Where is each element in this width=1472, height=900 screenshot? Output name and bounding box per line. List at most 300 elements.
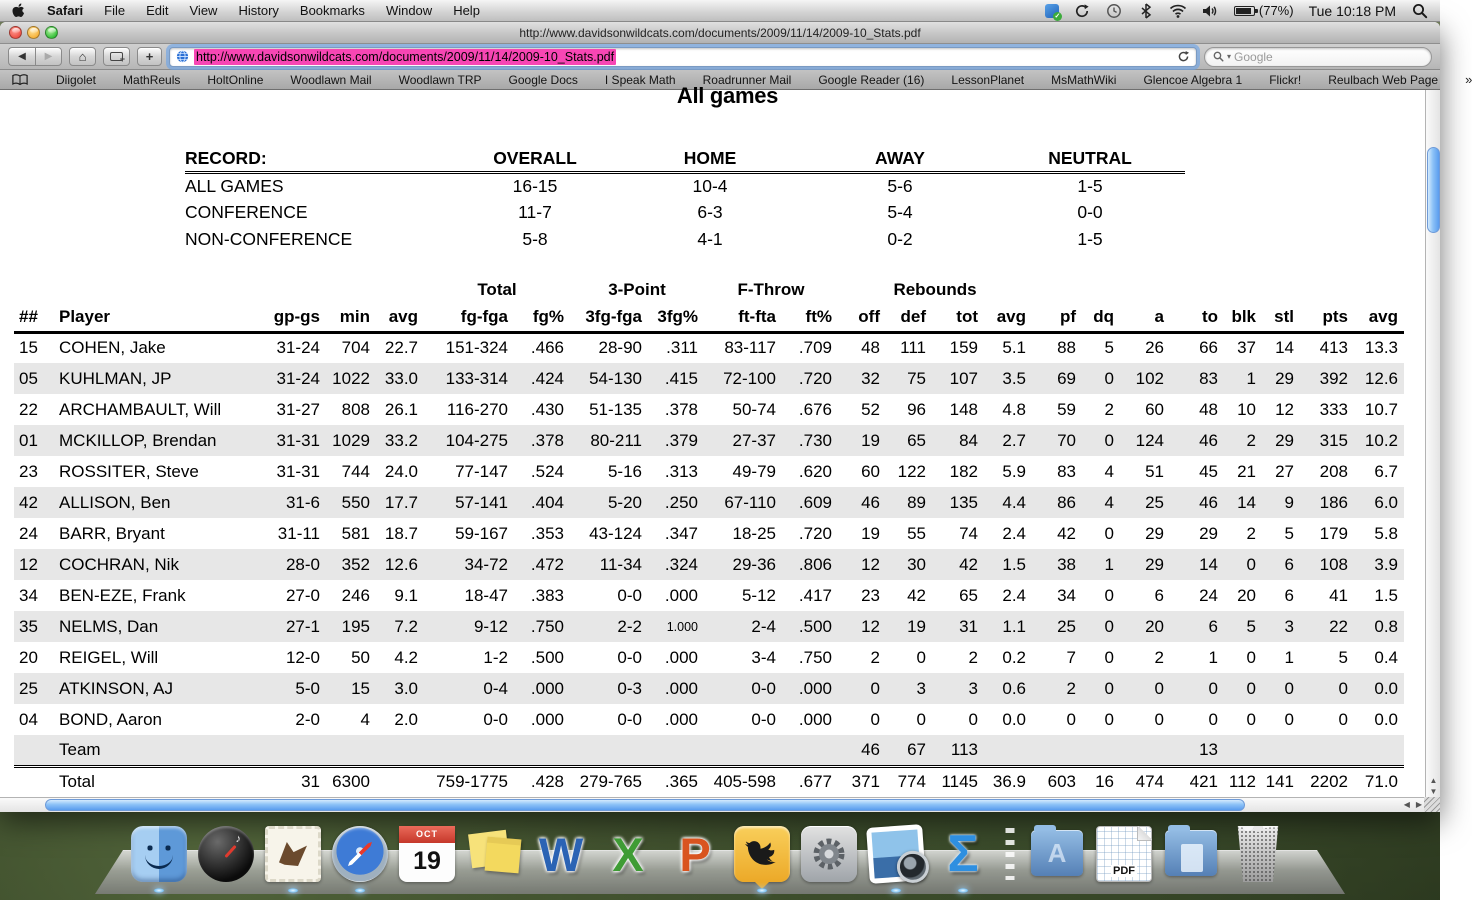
stat-cell: 133-314 [445, 368, 508, 388]
stat-cell: 550 [341, 492, 370, 512]
stat-cell: 31-6 [285, 492, 320, 512]
stat-cell: 83-117 [724, 338, 776, 358]
stat-cell: 59 [1057, 399, 1076, 419]
stat-cell: 33.2 [384, 430, 418, 450]
dock-item-excel[interactable] [600, 826, 656, 882]
player-name: NELMS, Dan [59, 616, 159, 636]
stats-group-header: Total [477, 280, 517, 299]
scroll-up-arrow[interactable]: ▲ [1429, 776, 1438, 785]
time-machine-icon[interactable] [1106, 2, 1123, 19]
total-cell: .677 [782, 766, 838, 797]
bookmark-msmathwiki[interactable]: MsMathWiki [1051, 72, 1117, 87]
stat-cell: 0 [916, 647, 926, 667]
stat-cell: 1.5 [1002, 554, 1026, 574]
stat-cell: 413 [1319, 338, 1348, 358]
stat-cell: 2.4 [1002, 585, 1026, 605]
url-text-selected[interactable]: http://www.davidsonwildcats.com/documents/2009/11/14/2009-10_Stats.pdf [196, 49, 615, 64]
stat-cell: 25 [1057, 616, 1076, 636]
stat-cell: 0-4 [483, 678, 508, 698]
stat-cell: 29-36 [732, 554, 776, 574]
stat-cell [1300, 735, 1354, 766]
stat-cell: 31-31 [276, 461, 320, 481]
stat-cell: 0.0 [1002, 709, 1026, 729]
record-cell: 1-5 [1077, 229, 1103, 249]
stats-column-header: pts [1300, 304, 1354, 332]
total-cell: 36.9 [984, 766, 1032, 797]
record-cell: NON-CONFERENCE [185, 229, 353, 249]
total-cell: .365 [648, 766, 704, 797]
stat-cell: 116-270 [446, 399, 508, 419]
stat-cell: .000 [664, 709, 698, 729]
stat-cell: 21 [1237, 461, 1256, 481]
stat-cell: 3.9 [1374, 554, 1398, 574]
stat-cell: 24 [1199, 585, 1218, 605]
stats-group-header [14, 276, 424, 304]
stat-cell [1120, 735, 1170, 766]
running-indicator [154, 888, 165, 893]
stat-cell: 80-211 [590, 430, 642, 450]
stat-cell: 15 [19, 338, 38, 358]
add-bookmark-button[interactable]: + [137, 47, 162, 66]
player-name: ARCHAMBAULT, Will [59, 399, 222, 419]
record-cell: 0-2 [887, 229, 913, 249]
stat-cell: 151-324 [445, 338, 508, 358]
stat-cell: 1 [1208, 647, 1218, 667]
bookmark-glencoe-algebra-1[interactable]: Glencoe Algebra 1 [1143, 72, 1243, 87]
stat-cell: .311 [666, 338, 698, 358]
stat-cell: 67 [907, 739, 926, 759]
zoom-button[interactable] [45, 26, 58, 39]
stat-cell: 14 [1199, 554, 1218, 574]
dock-item-documents-folder[interactable] [1163, 826, 1219, 882]
stat-cell: 34 [19, 585, 38, 605]
dock-item-system-preferences[interactable] [801, 826, 857, 882]
stats-column-header: gp-gs [254, 304, 326, 332]
stat-cell: 29 [1275, 430, 1294, 450]
bookmark-lessonplanet[interactable]: LessonPlanet [951, 72, 1025, 87]
table-row [14, 611, 1404, 642]
menu-view[interactable]: View [189, 3, 218, 18]
stat-cell: .609 [798, 492, 832, 512]
bookmark-reulbach-web-page[interactable]: Reulbach Web Page [1328, 72, 1439, 87]
sync-icon[interactable] [1074, 2, 1091, 19]
total-cell [14, 766, 54, 797]
stat-cell: 2 [870, 647, 880, 667]
stat-cell: 25 [1145, 492, 1164, 512]
stat-cell [984, 735, 1032, 766]
stat-cell: 18-25 [732, 523, 776, 543]
dropbox-icon[interactable] [1045, 4, 1059, 18]
gear-icon [801, 826, 857, 882]
spotlight-icon[interactable] [1411, 2, 1428, 19]
stat-cell: 1.5 [1374, 585, 1398, 605]
stat-cell: .730 [798, 430, 832, 450]
stat-cell: 32 [861, 368, 880, 388]
stats-column-header: tot [932, 304, 984, 332]
record-header: NEUTRAL [995, 146, 1185, 172]
dock-item-finder[interactable] [131, 826, 187, 882]
stat-cell: 42 [19, 492, 38, 512]
stat-cell: 0-0 [617, 585, 642, 605]
menu-clock[interactable]: Tue 10:18 PM [1308, 2, 1396, 19]
stat-cell: 31 [959, 616, 978, 636]
player-name: COCHRAN, Nik [59, 554, 179, 574]
record-cell: 16-15 [512, 175, 558, 196]
stat-cell: 581 [341, 523, 370, 543]
menu-items [47, 3, 501, 18]
close-button[interactable] [9, 26, 22, 39]
stat-cell: 0.0 [1374, 678, 1398, 698]
record-header: RECORD: [185, 146, 455, 172]
dock [95, 806, 1345, 894]
stat-cell: 29 [1145, 523, 1164, 543]
stat-cell: 3.5 [1002, 368, 1026, 388]
record-row [185, 226, 1185, 253]
bookmark-google-reader-16-[interactable]: Google Reader (16) [818, 72, 925, 87]
stat-cell: 86 [1057, 492, 1076, 512]
stat-cell: 49-79 [732, 461, 776, 481]
apple-menu-icon[interactable] [12, 3, 27, 19]
stat-cell: 12.6 [384, 554, 418, 574]
stat-cell: 0 [1338, 678, 1348, 698]
forward-button[interactable]: ▶ [35, 47, 62, 66]
stat-cell: 5 [1338, 647, 1348, 667]
stats-section [14, 276, 1404, 797]
menu-status-area [1045, 2, 1428, 19]
stat-cell: 54-130 [589, 368, 642, 388]
stat-cell: 19 [861, 430, 880, 450]
bookmark-i-speak-math[interactable]: I Speak Math [604, 72, 676, 87]
stat-cell [424, 735, 514, 766]
menu-edit[interactable]: Edit [146, 3, 169, 18]
stat-cell: 24 [19, 523, 38, 543]
record-cell: 11-7 [518, 202, 552, 222]
stat-cell: 84 [959, 430, 978, 450]
nav-buttons [8, 47, 62, 66]
stat-cell: .472 [530, 554, 564, 574]
address-bar[interactable] [169, 47, 1197, 67]
stat-cell: 1-2 [483, 647, 508, 667]
stat-cell [1262, 735, 1300, 766]
stat-cell: 3 [1284, 616, 1294, 636]
stat-cell [704, 735, 782, 766]
stat-cell: 2.4 [1002, 523, 1026, 543]
menu-safari[interactable]: Safari [47, 3, 84, 18]
record-cell: 5-8 [522, 229, 548, 249]
stat-cell: 0-0 [483, 709, 508, 729]
stat-cell: 0 [916, 709, 926, 729]
vertical-scrollbar[interactable] [1425, 90, 1440, 812]
sigma-icon: Σ [947, 825, 979, 883]
battery-icon [1234, 6, 1255, 16]
bluetooth-icon[interactable] [1138, 2, 1155, 19]
bookmark-woodlawn-trp[interactable]: Woodlawn TRP [398, 72, 482, 87]
stats-column-header: dq [1082, 304, 1120, 332]
search-input[interactable] [1234, 50, 1423, 64]
stat-cell: 19 [907, 616, 926, 636]
dock-item-tweetdeck[interactable] [734, 826, 790, 882]
stat-cell: .466 [530, 338, 564, 358]
dock-item-powerpoint[interactable] [667, 826, 723, 882]
stat-cell: 31-11 [277, 523, 320, 543]
stat-cell: 0-3 [617, 678, 642, 698]
stat-cell: 6 [1284, 585, 1294, 605]
stat-cell: 65 [907, 430, 926, 450]
stat-cell: 6 [1208, 616, 1218, 636]
stat-cell: 5 [1104, 338, 1114, 358]
dock-item-pdf-document[interactable] [1096, 826, 1152, 882]
stat-cell: 05 [19, 368, 38, 388]
stat-cell: 20 [19, 647, 38, 667]
player-name: BARR, Bryant [59, 523, 165, 543]
stat-cell: .424 [530, 368, 564, 388]
table-row [14, 394, 1404, 425]
total-cell: 603 [1032, 766, 1082, 797]
stat-cell: 4.8 [1002, 399, 1026, 419]
stat-cell [570, 735, 648, 766]
total-cell: 371 [838, 766, 886, 797]
total-cell: 774 [886, 766, 932, 797]
stats-group-header [1032, 276, 1404, 304]
stat-cell: 6.7 [1374, 461, 1398, 481]
reload-button[interactable] [1177, 50, 1190, 63]
running-indicator [355, 888, 366, 893]
stat-cell: .000 [530, 709, 564, 729]
stat-cell: 70 [1057, 430, 1076, 450]
bookmark-roadrunner-mail[interactable]: Roadrunner Mail [702, 72, 792, 87]
dock-item-safari[interactable] [332, 826, 388, 882]
title-bar[interactable] [0, 22, 1440, 44]
home-button[interactable]: ⌂ [69, 47, 96, 66]
stat-cell [1032, 735, 1082, 766]
player-name: MCKILLOP, Brendan [59, 430, 217, 450]
bookmark-diigolet[interactable]: Diigolet [56, 72, 97, 87]
record-header: OVERALL [455, 146, 615, 172]
wifi-icon[interactable] [1170, 2, 1187, 19]
stat-cell: 111 [900, 338, 926, 358]
stat-cell: 38 [1057, 554, 1076, 574]
stat-cell: 23 [861, 585, 880, 605]
dock-item-sigma-app[interactable] [935, 826, 991, 882]
menu-bookmarks[interactable]: Bookmarks [299, 3, 365, 18]
stat-cell: .000 [664, 678, 698, 698]
scroll-down-arrow[interactable]: ▼ [1429, 787, 1438, 796]
record-row [185, 199, 1185, 226]
stat-cell: 55 [907, 523, 926, 543]
table-row [14, 518, 1404, 549]
stat-cell: 2 [1246, 523, 1256, 543]
bookmark-holtonline[interactable]: HoltOnline [207, 72, 264, 87]
stat-cell: 69 [1057, 368, 1076, 388]
stat-cell: 2-2 [617, 616, 642, 636]
stat-cell: 42 [1057, 523, 1076, 543]
record-cell: 0-0 [1077, 202, 1103, 222]
running-indicator [958, 888, 969, 893]
stat-cell: 0.6 [1002, 678, 1026, 698]
stat-cell: 27-37 [732, 430, 776, 450]
record-header: HOME [615, 146, 805, 172]
stat-cell: 0 [1208, 709, 1218, 729]
stat-cell: .415 [664, 368, 698, 388]
stat-cell: 0 [1246, 554, 1256, 574]
powerpoint-icon: P [679, 827, 711, 881]
menu-help[interactable]: Help [453, 3, 480, 18]
stat-cell [254, 735, 326, 766]
running-indicator [757, 888, 768, 893]
stat-cell: 246 [341, 585, 370, 605]
stat-cell: 179 [1319, 523, 1348, 543]
safari-window [0, 22, 1472, 812]
stat-cell: 124 [1135, 430, 1164, 450]
stat-cell: 0 [870, 709, 880, 729]
stat-cell: 2 [1154, 647, 1164, 667]
stat-cell: 2 [1246, 430, 1256, 450]
stat-cell: 83 [1199, 368, 1218, 388]
stat-cell: 5-0 [295, 678, 320, 698]
stat-cell: 20 [1145, 616, 1164, 636]
resize-grip[interactable] [1424, 797, 1440, 812]
stat-cell: 4 [1104, 461, 1114, 481]
total-cell [376, 766, 424, 797]
volume-icon[interactable] [1202, 2, 1219, 19]
back-button[interactable]: ◀ [8, 47, 35, 66]
dock-item-iphoto[interactable] [868, 826, 924, 882]
stats-column-header: 3fg% [648, 304, 704, 332]
stats-column-header: blk [1224, 304, 1262, 332]
record-cell: 5-4 [887, 202, 913, 222]
stat-cell [376, 735, 424, 766]
dock-item-trash[interactable] [1230, 826, 1286, 882]
stat-cell: 186 [1319, 492, 1348, 512]
stats-group-header: 3-Point [608, 280, 666, 299]
minimize-button[interactable] [27, 26, 40, 39]
record-section [185, 146, 1185, 253]
dock-item-dashboard[interactable] [198, 826, 254, 882]
stats-column-header: ## [14, 304, 54, 332]
stat-cell: 43-124 [589, 523, 642, 543]
word-icon: W [538, 827, 584, 881]
bookmarks-overflow-chevron[interactable]: » [1465, 72, 1472, 87]
stat-cell: .720 [798, 523, 832, 543]
stats-column-header: fg-fga [424, 304, 514, 332]
bookmark-mathreuls[interactable]: MathReuls [123, 72, 181, 87]
stat-cell: 5-12 [741, 585, 776, 605]
stat-cell: 5.9 [1002, 461, 1026, 481]
stat-cell: 66 [1199, 338, 1218, 358]
stat-cell: 50 [351, 647, 370, 667]
stats-group-header-row [14, 276, 1404, 304]
stats-column-header: a [1120, 304, 1170, 332]
stat-cell: 0 [1104, 616, 1114, 636]
menu-file[interactable]: File [104, 3, 126, 18]
stat-cell: 392 [1319, 368, 1348, 388]
stat-cell: .500 [530, 647, 564, 667]
battery-indicator[interactable] [1234, 3, 1294, 18]
dock-item-ical[interactable] [399, 826, 455, 882]
table-row [14, 332, 1404, 363]
stat-cell: 3-4 [751, 647, 776, 667]
stats-table [14, 276, 1404, 797]
dock-item-mail[interactable] [265, 826, 321, 882]
stat-cell: 9 [1284, 492, 1294, 512]
stat-cell: 808 [341, 399, 370, 419]
stat-cell: 3 [968, 678, 978, 698]
stats-column-header: Player [54, 304, 254, 332]
record-cell: CONFERENCE [185, 202, 308, 222]
stat-cell: 59-167 [455, 523, 508, 543]
tweetdeck-bird-icon [734, 826, 790, 882]
stat-cell: 28-0 [285, 554, 320, 574]
menu-window[interactable]: Window [385, 3, 433, 18]
stat-cell: 0.8 [1374, 616, 1398, 636]
dock-item-word[interactable] [533, 826, 589, 882]
dock-item-applications-folder[interactable] [1029, 826, 1085, 882]
stat-cell: 25 [19, 678, 38, 698]
stat-cell: 5-20 [607, 492, 642, 512]
stat-cell: 1.1 [1002, 616, 1026, 636]
total-row [14, 766, 1404, 797]
stat-cell: 48 [1199, 399, 1218, 419]
dock-item-stickies[interactable] [466, 826, 522, 882]
bookmark-woodlawn-mail[interactable]: Woodlawn Mail [290, 72, 372, 87]
vertical-scrollbar-thumb[interactable] [1427, 147, 1440, 233]
web-clip-button[interactable] [103, 47, 130, 66]
menu-bar [0, 0, 1440, 22]
safari-icon [332, 826, 388, 882]
search-icon [1213, 51, 1224, 62]
stat-cell: 135 [949, 492, 978, 512]
search-scope-caret-icon[interactable]: ▾ [1227, 52, 1232, 61]
pdf-document-icon [1096, 826, 1152, 882]
record-cell: 1-5 [1077, 175, 1103, 196]
player-name: COHEN, Jake [59, 338, 166, 358]
stat-cell: 30 [907, 554, 926, 574]
stat-cell: .378 [664, 399, 698, 419]
stat-cell: 31-27 [276, 399, 320, 419]
bookmark-flickr-[interactable]: Flickr! [1269, 72, 1302, 87]
pdf-content [0, 83, 1425, 797]
stat-cell: 60 [1145, 399, 1164, 419]
menu-history[interactable]: History [238, 3, 279, 18]
bookmark-google-docs[interactable]: Google Docs [508, 72, 578, 87]
stat-cell: .806 [798, 554, 832, 574]
stat-cell [14, 735, 54, 766]
stat-cell: 0-0 [751, 678, 776, 698]
stat-cell: .000 [664, 647, 698, 667]
total-cell: 2202 [1300, 766, 1354, 797]
stat-cell: 113 [950, 739, 978, 759]
search-field[interactable] [1204, 47, 1432, 67]
globe-favicon [176, 50, 189, 63]
stat-cell: .404 [530, 492, 564, 512]
scroll-left-arrow[interactable]: ◀ [1403, 800, 1410, 809]
stat-cell: 12 [1275, 399, 1294, 419]
scroll-right-arrow[interactable]: ▶ [1415, 800, 1422, 809]
stickies-icon [466, 826, 522, 882]
stat-cell: .709 [798, 338, 832, 358]
player-name: KUHLMAN, JP [59, 368, 172, 388]
table-row [14, 580, 1404, 611]
stat-cell: 1029 [332, 430, 370, 450]
record-cell: 5-6 [887, 175, 913, 196]
stat-cell: 744 [341, 461, 370, 481]
stat-cell: .417 [798, 585, 832, 605]
stats-column-header: 3fg-fga [570, 304, 648, 332]
stat-cell: 0-0 [617, 647, 642, 667]
stat-cell: 0 [1284, 678, 1294, 698]
table-row [14, 487, 1404, 518]
stat-cell: .353 [530, 523, 564, 543]
